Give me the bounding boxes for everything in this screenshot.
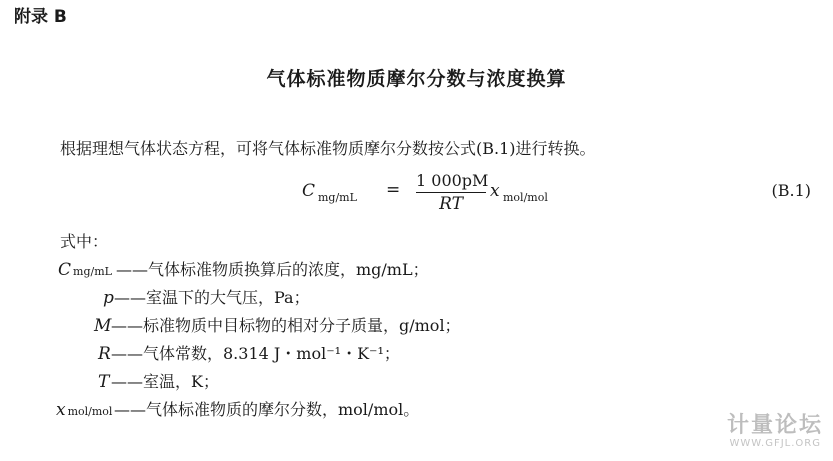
definition-text: ——室温，K； bbox=[111, 372, 219, 391]
formula-rhs-subscript: mol/mol bbox=[503, 191, 548, 204]
intro-paragraph: 根据理想气体状态方程，可将气体标准物质摩尔分数按公式(B.1)进行转换。 bbox=[60, 139, 596, 158]
appendix-heading: 附录 B bbox=[14, 7, 67, 27]
definition-row bbox=[0, 368, 833, 396]
formula-equals: = bbox=[386, 180, 401, 200]
definition-text: ——气体常数，8.314 J・mol⁻¹・K⁻¹； bbox=[111, 344, 400, 363]
formula-lhs-subscript: mg/mL bbox=[318, 191, 357, 204]
formula-lhs-symbol: C bbox=[302, 181, 316, 201]
definition-symbol: T bbox=[98, 372, 110, 392]
definition-row bbox=[0, 312, 833, 340]
where-label: 式中： bbox=[60, 232, 109, 251]
watermark-url: WWW.GFJL.ORG bbox=[729, 438, 821, 449]
definition-symbol: p bbox=[103, 288, 114, 308]
definition-symbol: xmol/mol bbox=[56, 400, 113, 420]
formula-numerator: 1 000pM bbox=[416, 171, 489, 190]
definition-symbol: M bbox=[94, 316, 112, 336]
watermark bbox=[708, 408, 823, 456]
definition-text: ——气体标准物质的摩尔分数，mol/mol。 bbox=[114, 400, 420, 419]
page-title: 气体标准物质摩尔分数与浓度换算 bbox=[266, 68, 567, 90]
watermark-text: 计量论坛 bbox=[726, 413, 823, 438]
formula-fraction bbox=[416, 170, 489, 215]
definition-text: ——室温下的大气压，Pa； bbox=[114, 288, 310, 307]
definition-text: ——标准物质中目标物的相对分子质量，g/mol； bbox=[111, 316, 461, 335]
formula-denominator: RT bbox=[439, 194, 463, 214]
formula-rhs-symbol: x bbox=[490, 181, 500, 201]
definition-symbol: Cmg/mL bbox=[58, 260, 112, 280]
definition-row bbox=[0, 284, 833, 312]
definition-symbol: R bbox=[98, 344, 111, 364]
definition-row bbox=[0, 340, 833, 368]
definition-row bbox=[0, 256, 833, 284]
definition-text: ——气体标准物质换算后的浓度，mg/mL； bbox=[116, 260, 429, 279]
equation-number: (B.1) bbox=[771, 181, 811, 200]
